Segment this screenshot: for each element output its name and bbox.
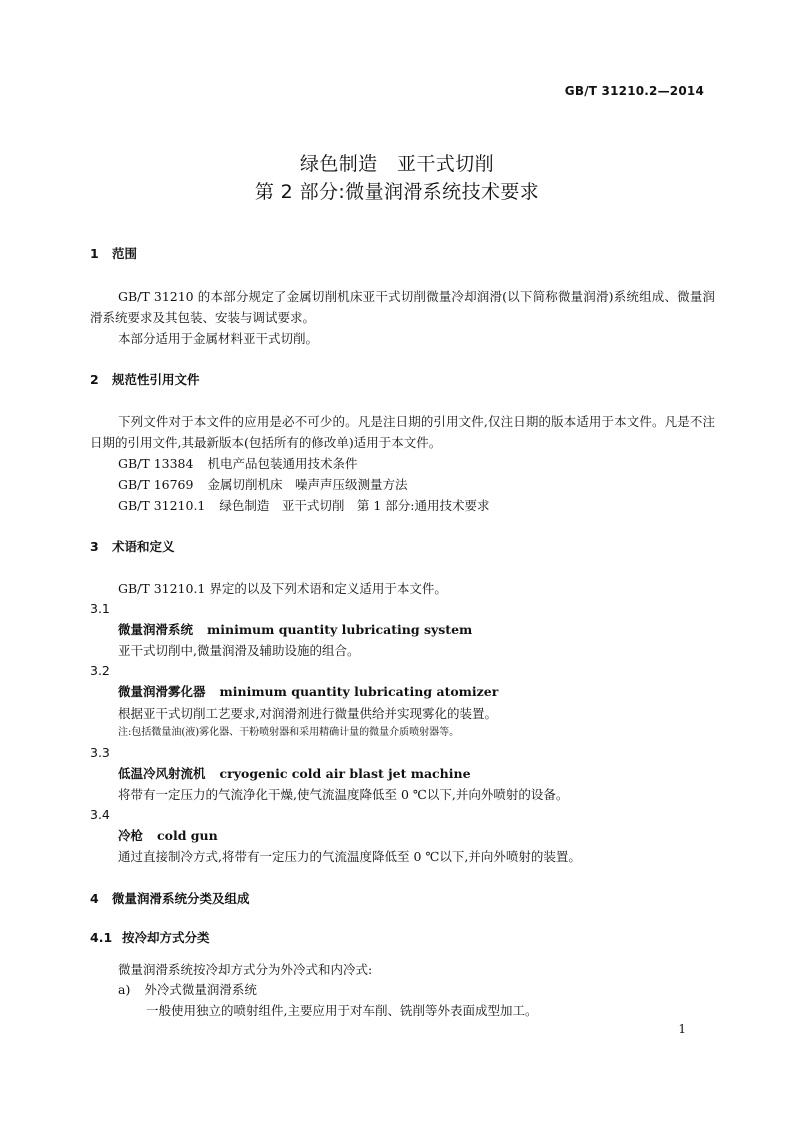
reference-title: 绿色制造 亚干式切削 第 1 部分:通用技术要求: [219, 498, 490, 513]
subsection-number: 4.1: [90, 930, 113, 945]
subsection-4-1-heading: [90, 928, 210, 948]
document-title-line1: 绿色制造 亚干式切削: [299, 153, 494, 175]
term-definition: 亚干式切削中,微量润滑及辅助设施的组合。: [118, 643, 360, 658]
section-1-paragraph-2: 本部分适用于金属材料亚干式切削。: [118, 331, 319, 346]
document-title-line2: 第 2 部分:微量润滑系统技术要求: [254, 181, 540, 203]
section-1-heading: [90, 244, 137, 264]
normative-reference: [118, 453, 357, 474]
term-name-cn: 冷枪: [118, 828, 144, 843]
term-note: 注:包括微量油(液)雾化器、干粉喷射器和采用精确计量的微量介质喷射器等。: [118, 727, 460, 738]
term-name-en: minimum quantity lubricating system: [207, 622, 473, 637]
term-definition: 通过直接制冷方式,将带有一定压力的气流温度降低至 0 ℃以下,并向外喷射的装置。: [118, 849, 581, 864]
term-name-cn: 微量润滑雾化器: [118, 684, 206, 699]
list-item-label: a): [118, 982, 131, 997]
subsection-title: 按冷却方式分类: [122, 930, 210, 945]
list-item-a-text: 一般使用独立的喷射组件,主要应用于对车削、铣削等外表面成型加工。: [146, 1003, 538, 1018]
standard-number: GB/T 31210.2—2014: [564, 84, 704, 98]
reference-code: GB/T 13384: [118, 456, 194, 471]
term-name: [118, 620, 472, 640]
section-title: 范围: [112, 246, 138, 261]
reference-code: GB/T 16769: [118, 477, 194, 492]
term-name-en: cryogenic cold air blast jet machine: [219, 766, 471, 781]
subsection-4-1-paragraph-1: 微量润滑系统按冷却方式分为外冷式和内冷式:: [118, 962, 373, 977]
section-number: 2: [90, 372, 99, 387]
term-name-cn: 低温冷风射流机: [118, 766, 206, 781]
section-2-paragraph-1: 下列文件对于本文件的应用是必不可少的。凡是注日期的引用文件,仅注日期的版本适用于本文件。凡是不注日期的引用文件,其最新版本(包括所有的修改单)适用于本文件。: [90, 414, 715, 450]
section-title: 微量润滑系统分类及组成: [112, 891, 250, 906]
term-definition: 将带有一定压力的气流净化干燥,使气流温度降低至 0 ℃以下,并向外喷射的设备。: [118, 787, 569, 802]
term-definition: 根据亚干式切削工艺要求,对润滑剂进行微量供给并实现雾化的装置。: [118, 706, 497, 721]
term-name: [118, 682, 498, 702]
term-number: 3.4: [90, 807, 110, 822]
section-3-paragraph-1: GB/T 31210.1 界定的以及下列术语和定义适用于本文件。: [118, 581, 447, 596]
term-name-en: cold gun: [157, 828, 218, 843]
term-number: 3.3: [90, 745, 110, 760]
section-title: 规范性引用文件: [112, 372, 200, 387]
normative-reference: [118, 474, 407, 495]
normative-reference: [118, 495, 490, 516]
reference-title: 金属切削机床 噪声声压级测量方法: [207, 477, 408, 492]
term-number: 3.2: [90, 663, 110, 678]
term-name: [118, 826, 218, 846]
list-item-title: 外冷式微量润滑系统: [144, 982, 257, 997]
page-number: 1: [678, 1022, 686, 1036]
term-name-cn: 微量润滑系统: [118, 622, 194, 637]
reference-title: 机电产品包装通用技术条件: [207, 456, 358, 471]
section-number: 1: [90, 246, 99, 261]
term-name-en: minimum quantity lubricating atomizer: [219, 684, 499, 699]
section-number: 3: [90, 539, 99, 554]
section-number: 4: [90, 891, 99, 906]
section-1-paragraph-1: GB/T 31210 的本部分规定了金属切削机床亚干式切削微量冷却润滑(以下简称微量润滑)系统组成、微量润滑系统要求及其包装、安装与调试要求。: [90, 289, 715, 325]
section-title: 术语和定义: [112, 539, 175, 554]
term-number: 3.1: [90, 601, 110, 616]
section-3-heading: [90, 537, 175, 557]
list-item-a: [118, 979, 738, 1000]
term-name: [118, 764, 471, 784]
reference-code: GB/T 31210.1: [118, 498, 206, 513]
section-2-heading: [90, 370, 200, 390]
section-4-heading: [90, 889, 250, 909]
